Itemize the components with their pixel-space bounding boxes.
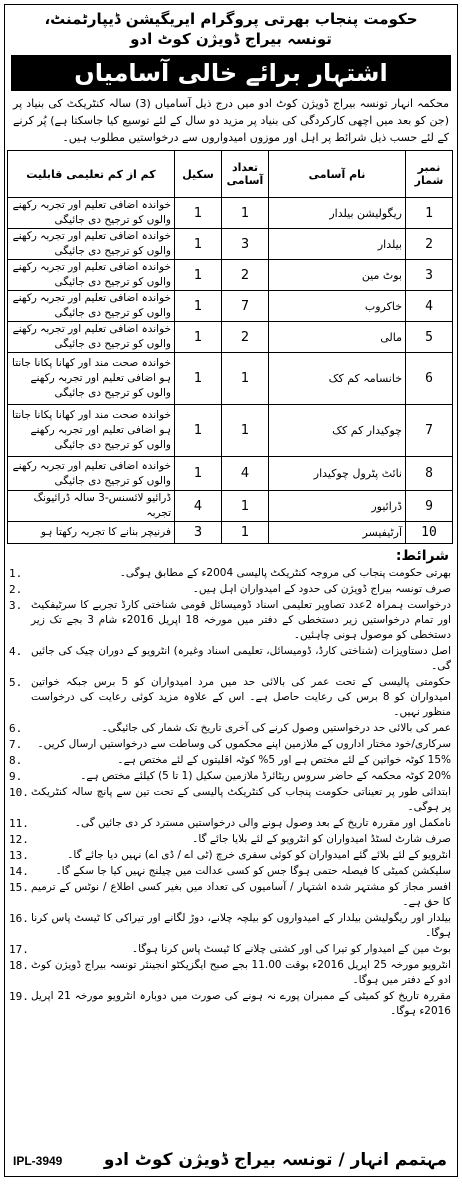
- condition-number: 2.: [9, 583, 23, 596]
- condition-text: صرف تونسہ بیراج ڈویژن کی حدود کے امیدواران اہل ہیں۔: [192, 583, 451, 595]
- row-scale: 1: [175, 405, 222, 457]
- row-scale: 1: [175, 457, 222, 491]
- row-name: مالی: [269, 322, 406, 353]
- list-item: [9, 816, 451, 831]
- row-num: 1: [406, 198, 453, 229]
- condition-text: درخواست ہمراہ 2عدد تصاویر تعلیمی اسناد ڈومیسائل قومی شناختی کارڈ تجربے کا سرٹیفکیٹ اور تمام درخواستیں زیر دستخطی کے دفتر میں مورخہ 18 اپریل 2016ء شام 3 بجے تک زیر دستخطی کو موصول ہونی چاہئیں۔: [31, 599, 451, 641]
- conditions-list: [5, 566, 457, 1019]
- condition-number: 13.: [9, 849, 29, 862]
- banner-title: اشتہار برائے خالی آسامیاں: [11, 55, 451, 91]
- row-name: خانسامہ کم کک: [269, 353, 406, 405]
- condition-number: 9.: [9, 770, 23, 783]
- condition-number: 19.: [9, 990, 29, 1003]
- condition-text: انٹرویو کے لئے بلائے گئے امیدواران کو کوئی سفری خرچ (ٹی اے / ڈی اے) نہیں دیا جائے گا۔: [67, 849, 451, 861]
- list-item: [9, 958, 451, 988]
- condition-text: صرف شارٹ لسٹڈ امیدواران کو انٹرویو کے لئے بلایا جائے گا۔: [192, 833, 451, 845]
- list-item: [9, 582, 451, 597]
- list-item: [9, 911, 451, 941]
- row-qual: خواندہ اضافی تعلیم اور تجربہ رکھنے والوں کو ترجیح دی جائیگی: [8, 260, 175, 291]
- table-row: [8, 457, 453, 491]
- row-num: 6: [406, 353, 453, 405]
- condition-text: اصل دستاویزات (شناختی کارڈ، ڈومیسائل، تعلیمی اسناد وغیرہ) انٹرویو کے دوران چیک کی جائیں گی۔: [31, 645, 451, 672]
- condition-text: سرکاری/خود مختار اداروں کے ملازمین اپنے محکموں کی وساطت سے درخواستیں ارسال کریں۔: [37, 738, 451, 750]
- condition-text: نامکمل اور مقررہ تاریخ کے بعد وصول ہونے والی درخواستیں مسترد کر دی جائیں گی۔: [74, 817, 451, 829]
- condition-number: 10.: [9, 786, 29, 799]
- list-item: [9, 832, 451, 847]
- table-row: [8, 353, 453, 405]
- advertisement-page: [4, 4, 458, 1177]
- condition-number: 15.: [9, 881, 29, 894]
- condition-number: 7.: [9, 738, 23, 751]
- header-line-1: حکومت پنجاب بھرتی پروگرام ایریگیشن ڈیپارٹمنٹ،: [44, 10, 418, 28]
- table-row: [8, 260, 453, 291]
- row-scale: 1: [175, 322, 222, 353]
- header-scale: سکیل: [175, 151, 222, 198]
- row-qual: خواندہ اضافی تعلیم اور تجربہ رکھنے والوں کو ترجیح دی جائیگی: [8, 291, 175, 322]
- condition-text: انٹرویو مورخہ 25 اپریل 2016ء بوقت 11.00 بجے صبح ایگزیکٹو انجینئر تونسہ بیراج ڈویژن کوٹ ادو کے دفتر میں ہوگا۔: [31, 959, 451, 986]
- row-name: ڈرائیور: [269, 491, 406, 522]
- list-item: [9, 880, 451, 910]
- table-row: [8, 229, 453, 260]
- row-num: 8: [406, 457, 453, 491]
- row-qual: خواندہ اضافی تعلیم اور تجربہ رکھنے والوں کو ترجیح دی جائیگی: [8, 198, 175, 229]
- row-name: آرٹیفیسر: [269, 522, 406, 544]
- condition-text: سلیکشن کمیٹی کا فیصلہ حتمی ہوگا جس کو کسی عدالت میں چیلنج نہیں کیا جا سکے گا۔: [55, 865, 451, 877]
- condition-text: بیلدار اور ریگولیشن بیلدار کے امیدواروں کو بیلچہ چلانے، دوڑ لگانے اور تیراکی کا ٹیسٹ پاس کرنا ہوگا۔: [31, 912, 451, 939]
- row-qty: 4: [222, 457, 269, 491]
- condition-number: 12.: [9, 833, 29, 846]
- table-row: [8, 405, 453, 457]
- list-item: [9, 737, 451, 752]
- table-row: [8, 198, 453, 229]
- row-name: خاکروب: [269, 291, 406, 322]
- row-scale: 1: [175, 198, 222, 229]
- condition-number: 3.: [9, 599, 23, 612]
- row-scale: 4: [175, 491, 222, 522]
- table-row: [8, 322, 453, 353]
- list-item: [9, 864, 451, 879]
- condition-number: 16.: [9, 912, 29, 925]
- row-num: 3: [406, 260, 453, 291]
- row-qual: خواندہ اضافی تعلیم اور تجربہ رکھنے والوں کو ترجیح دی جائیگی: [8, 457, 175, 491]
- row-num: 4: [406, 291, 453, 322]
- row-scale: 1: [175, 291, 222, 322]
- row-num: 5: [406, 322, 453, 353]
- row-qty: 2: [222, 322, 269, 353]
- list-item: [9, 675, 451, 720]
- row-qty: 7: [222, 291, 269, 322]
- list-item: [9, 566, 451, 581]
- condition-number: 17.: [9, 943, 29, 956]
- row-qty: 1: [222, 405, 269, 457]
- list-item: [9, 785, 451, 815]
- row-qty: 1: [222, 522, 269, 544]
- header-name: نام آسامی: [269, 151, 406, 198]
- row-scale: 3: [175, 522, 222, 544]
- list-item: [9, 848, 451, 863]
- row-num: 10: [406, 522, 453, 544]
- row-num: 2: [406, 229, 453, 260]
- condition-text: مقررہ تاریخ کو کمیٹی کے ممبران پورے نہ ہونے کی صورت میں دوبارہ انٹرویو مورخہ 21 اپریل 2016ء ہوگا۔: [31, 990, 451, 1017]
- row-qual: ڈرائیو لائسنس-3 سالہ ڈرائیونگ تجربہ: [8, 491, 175, 522]
- row-qual: خواندہ صحت مند اور کھانا پکانا جانتا ہو اضافی تعلیم اور تجربہ رکھنے والوں کو ترجیح دی جائیگی: [8, 405, 175, 457]
- conditions-title: شرائط:: [395, 548, 449, 564]
- row-scale: 1: [175, 260, 222, 291]
- ipl-code: IPL-3949: [13, 1154, 63, 1168]
- header-num: نمبر شمار: [406, 151, 453, 198]
- list-item: [9, 989, 451, 1019]
- row-qty: 1: [222, 198, 269, 229]
- list-item: [9, 769, 451, 784]
- row-num: 9: [406, 491, 453, 522]
- condition-text: 15% کوٹہ خواتین کے لئے مختص ہے اور 5% کوٹہ اقلیتوں کے لئے مختص ہے۔: [117, 754, 451, 766]
- row-qty: 2: [222, 260, 269, 291]
- condition-number: 4.: [9, 645, 23, 658]
- row-qual: خواندہ صحت مند اور کھانا پکانا جانتا ہو اضافی تعلیم اور تجربہ رکھنے والوں کو ترجیح دی جائیگی: [8, 353, 175, 405]
- header-line-2: تونسہ بیراج ڈویژن کوٹ ادو: [130, 30, 332, 48]
- condition-number: 8.: [9, 754, 23, 767]
- list-item: [9, 753, 451, 768]
- row-name: نائٹ پٹرول چوکیدار: [269, 457, 406, 491]
- row-name: بیلدار: [269, 229, 406, 260]
- condition-text: ابتدائی طور پر تعیناتی حکومت پنجاب کی کنٹریکٹ پالیسی کے تحت تین سے پانچ سالہ کنٹریکٹ پر ہوگی۔: [31, 786, 451, 813]
- table-row: [8, 522, 453, 544]
- list-item: [9, 598, 451, 643]
- row-qty: 3: [222, 229, 269, 260]
- row-qual: فرنیچر بنانے کا تجربہ رکھتا ہو: [8, 522, 175, 544]
- row-num: 7: [406, 405, 453, 457]
- condition-text: بوٹ مین کے امیدوار کو تیرا کی اور کشتی چلانے کا ٹیسٹ پاس کرنا ہوگا۔: [131, 943, 451, 955]
- condition-text: عمر کی بالائی حد درخواستیں وصول کرنے کی آخری تاریخ تک شمار کی جائیگی۔: [101, 722, 451, 734]
- signature: مہتمم انہار / تونسہ بیراج ڈویژن کوٹ ادو: [103, 1150, 447, 1170]
- condition-text: افسر مجاز کو مشتہر شدہ اشتہار / آسامیوں کی تعداد میں بغیر کسی اطلاع / نوٹس کے ترمیم کا حق ہے۔: [31, 881, 451, 908]
- condition-number: 18.: [9, 959, 29, 972]
- list-item: [9, 942, 451, 957]
- footer: [5, 1142, 457, 1176]
- condition-number: 1.: [9, 567, 23, 580]
- condition-number: 6.: [9, 722, 23, 735]
- row-qual: خواندہ اضافی تعلیم اور تجربہ رکھنے والوں کو ترجیح دی جائیگی: [8, 322, 175, 353]
- condition-number: 5.: [9, 676, 23, 689]
- row-qual: خواندہ اضافی تعلیم اور تجربہ رکھنے والوں کو ترجیح دی جائیگی: [8, 229, 175, 260]
- intro-paragraph: محکمہ انہار تونسہ بیراج ڈویژن کوٹ ادو میں درج ذیل آسامیاں (3) سالہ کنٹریکٹ کی بنیاد پر (جن کو بعد میں اچھی کارکردگی کی بنیاد پر مزید دو سال کے لئے توسیع کیا جاسکتا ہے) پُر کرنے کے لئے حسب ذیل شرائط پر اہل اور موزوں امیدواروں سے درخواستیں مطلوب ہیں۔: [13, 97, 449, 144]
- row-qty: 1: [222, 491, 269, 522]
- condition-text: حکومتی پالیسی کے تحت عمر کی بالائی حد میں مرد امیدواران کو 5 برس جبکہ خواتین امیدواران کو 8 برس کی رعایت حاصل ہے۔ اس کے علاوہ مزید کوئی رعایت کی درخواست منظور نہیں۔: [31, 676, 451, 718]
- row-scale: 1: [175, 229, 222, 260]
- header-qty: تعداد آسامی: [222, 151, 269, 198]
- posts-table: [7, 150, 453, 544]
- posts-table-header: [8, 151, 453, 198]
- row-name: بوٹ مین: [269, 260, 406, 291]
- list-item: [9, 721, 451, 736]
- row-qty: 1: [222, 353, 269, 405]
- table-row: [8, 491, 453, 522]
- condition-number: 14.: [9, 865, 29, 878]
- condition-number: 11.: [9, 817, 29, 830]
- condition-text: 20% کوٹہ محکمہ کے حاضر سروس ریٹائرڈ ملازمین سکیل (1 تا 5) کیلئے مختص ہے۔: [80, 770, 451, 782]
- row-name: چوکیدار کم کک: [269, 405, 406, 457]
- header-qual: کم از کم تعلیمی قابلیت: [8, 151, 175, 198]
- row-name: ریگولیشن بیلدار: [269, 198, 406, 229]
- table-row: [8, 291, 453, 322]
- condition-text: بھرتی حکومت پنجاب کی مروجہ کنٹریکٹ پالیسی 2004ء کے مطابق ہوگی۔: [119, 567, 451, 579]
- list-item: [9, 644, 451, 674]
- row-scale: 1: [175, 353, 222, 405]
